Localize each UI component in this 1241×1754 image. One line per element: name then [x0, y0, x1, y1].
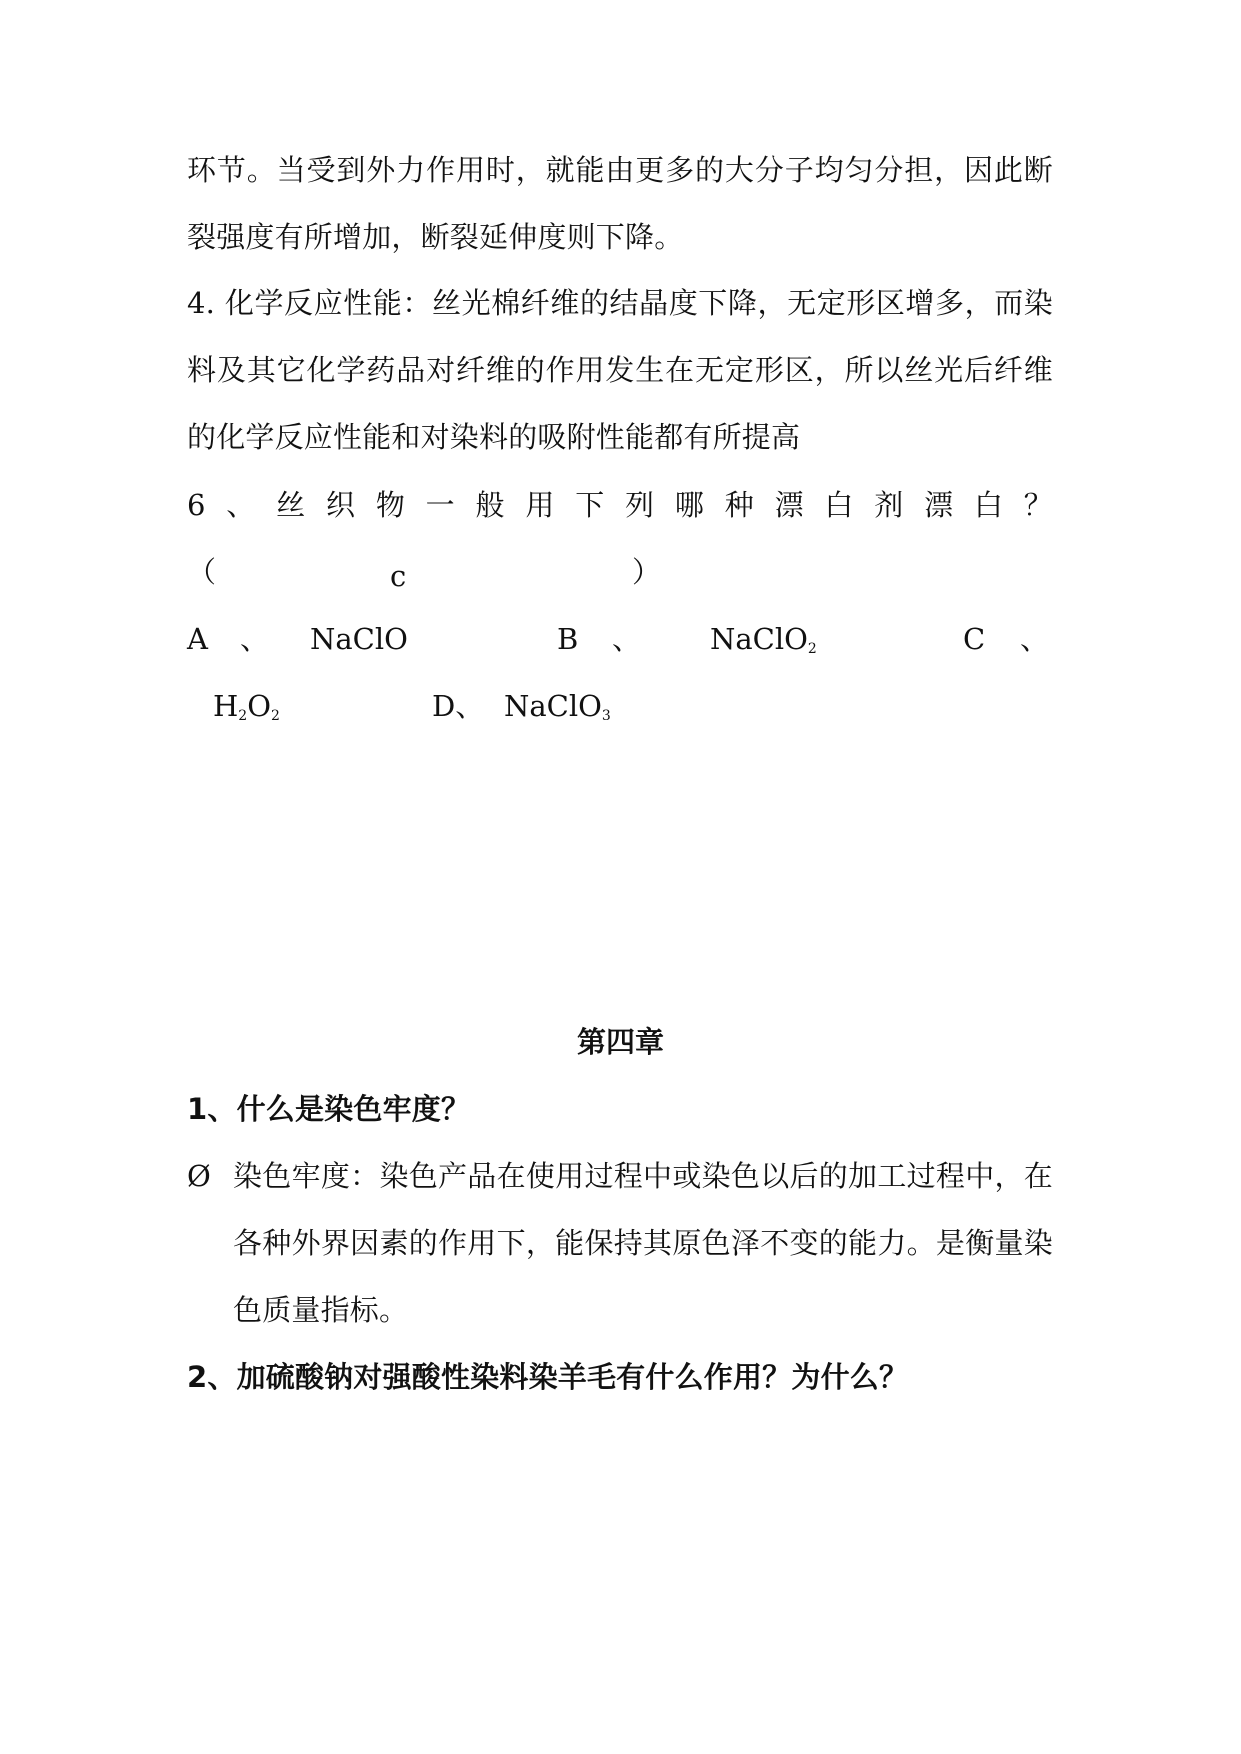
option-a-separator: 、: [240, 622, 270, 656]
answer-value: c: [390, 559, 407, 593]
question-char: 丝: [276, 488, 306, 522]
question-number: 6: [187, 488, 206, 522]
item-4-line-1: 4. 化学反应性能：丝光棉纤维的结晶度下降，无定形区增多，而染: [187, 286, 1053, 320]
question-char: 物: [375, 488, 406, 522]
q2-heading: 2、加硫酸钠对强酸性染料染羊毛有什么作用？为什么？: [187, 1360, 909, 1394]
question-6-line: [187, 485, 1053, 525]
question-char: 下: [575, 488, 605, 522]
option-b-formula: NaClO$_2$: [710, 622, 817, 657]
question-char: 一: [425, 488, 455, 522]
item-4-line-3: 的化学反应性能和对染料的吸附性能都有所提高: [187, 420, 801, 454]
item-4-line-2: 料及其它化学药品对纤维的作用发生在无定形区，所以丝光后纤维: [187, 353, 1053, 387]
option-d-label: D、: [432, 689, 485, 723]
q1-heading: 1、什么是染色牢度？: [187, 1092, 471, 1126]
question-char: 织: [325, 488, 356, 522]
chapter-title: 第四章: [576, 1025, 664, 1059]
option-c-formula: $H_2O_2$: [213, 689, 280, 724]
option-a-label: A: [187, 622, 208, 656]
answer-open-paren: （: [187, 555, 217, 589]
paragraph-line-1: 环节。当受到外力作用时，就能由更多的大分子均匀分担，因此断: [187, 153, 1053, 187]
question-char: 用: [525, 488, 555, 522]
q1-answer-line-2: 各种外界因素的作用下，能保持其原色泽不变的能力。是衡量染: [233, 1226, 1053, 1260]
q1-answer-line-3: 色质量指标。: [233, 1293, 409, 1327]
option-b-label: B: [557, 622, 579, 656]
question-char: 白: [824, 488, 854, 522]
option-d-formula: NaClO$_3$: [504, 689, 611, 724]
question-char: 般: [475, 488, 505, 522]
question-separator: 、: [226, 488, 256, 522]
bullet-icon: Ø: [187, 1159, 211, 1193]
question-char: 白: [973, 488, 1004, 522]
question-char: 列: [625, 488, 655, 522]
option-c-separator: 、: [1020, 622, 1050, 656]
question-char: 漂: [774, 488, 804, 522]
option-a-text: NaClO: [310, 622, 408, 656]
question-char: 漂: [924, 488, 954, 522]
option-b-separator: 、: [612, 622, 642, 656]
paragraph-line-2: 裂强度有所增加，断裂延伸度则下降。: [187, 220, 684, 254]
question-char: 种: [724, 488, 754, 522]
option-c-label: C: [963, 622, 986, 656]
answer-close-paren: ）: [632, 555, 662, 589]
question-char: 剂: [874, 488, 904, 522]
question-char: 哪: [674, 488, 705, 522]
question-char: ？: [1023, 488, 1053, 522]
q1-answer-line-1: 染色牢度：染色产品在使用过程中或染色以后的加工过程中，在: [233, 1159, 1053, 1193]
